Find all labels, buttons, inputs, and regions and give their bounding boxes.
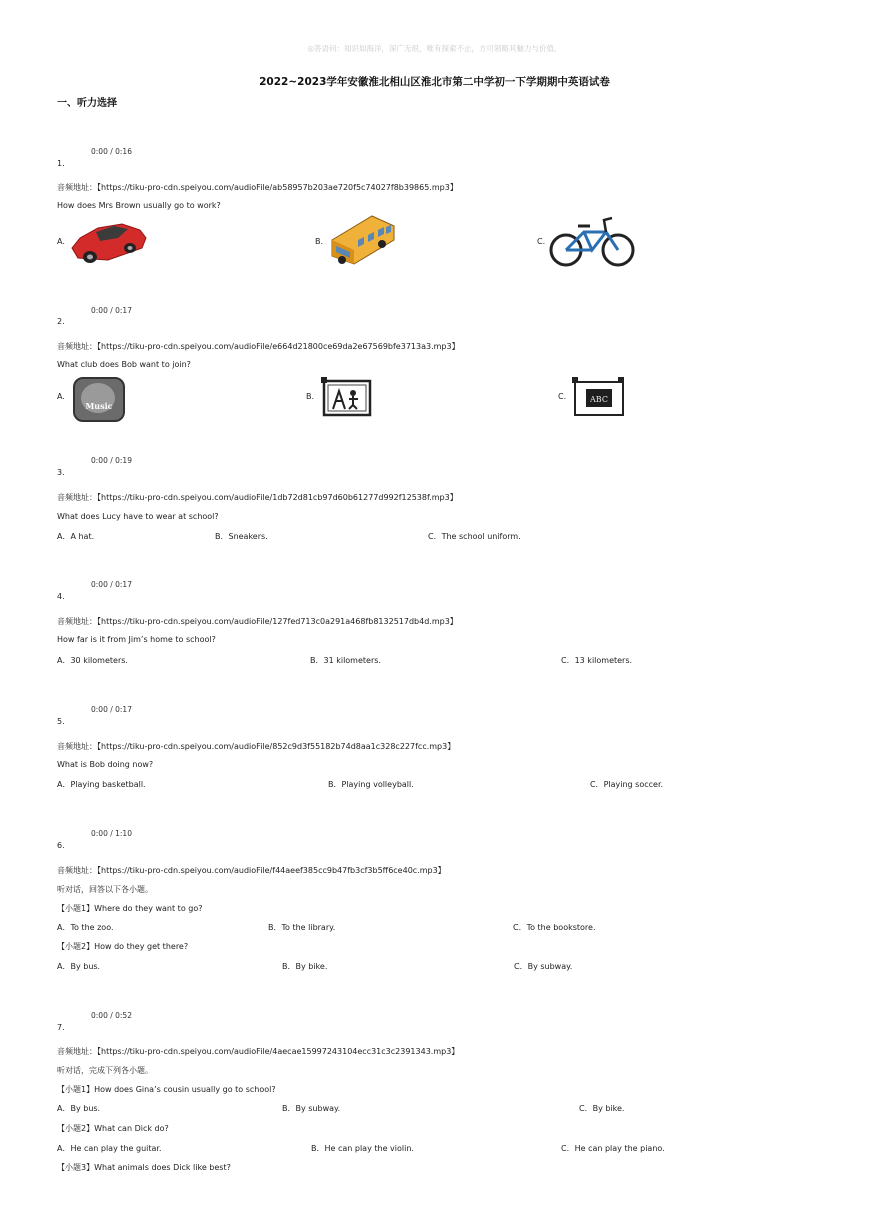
bus-image <box>328 210 396 270</box>
option-c[interactable]: C．The school uniform. <box>428 532 521 541</box>
question-text: What does Lucy have to wear at school? <box>57 512 219 521</box>
option-a[interactable]: A．A hat. <box>57 532 95 541</box>
audio-url: 音频地址：【https://tiku-pro-cdn.speiyou.com/audioFile/852c9d3f55182b74d8aa1c328c227fcc.mp3】 <box>57 742 456 751</box>
question-number: 5. <box>57 717 65 726</box>
audio-timer[interactable]: 0:00 / 0:52 <box>91 1011 132 1020</box>
question-number: 1. <box>57 159 65 168</box>
audio-timer[interactable]: 0:00 / 0:19 <box>91 456 132 465</box>
option-c[interactable]: C．13 kilometers. <box>561 656 633 665</box>
option-c-label[interactable]: C. <box>537 237 546 246</box>
option-a[interactable]: A．Playing basketball. <box>57 780 146 789</box>
subquestion-text: 【小题2】How do they get there? <box>57 942 189 951</box>
option-a[interactable]: A．30 kilometers. <box>57 656 128 665</box>
car-image <box>68 214 150 268</box>
option-b-label[interactable]: B. <box>306 392 315 401</box>
option-a-label[interactable]: A. <box>57 237 65 246</box>
bicycle-image <box>548 212 636 270</box>
section-heading: 一、听力选择 <box>57 98 117 109</box>
question-number: 3. <box>57 468 65 477</box>
audio-url: 音频地址：【https://tiku-pro-cdn.speiyou.com/audioFile/e664d21800ce69da2e67569bfe3713a3.mp3】 <box>57 342 460 351</box>
subquestion-text: 【小题1】How does Gina’s cousin usually go to school? <box>57 1085 276 1094</box>
question-number: 4. <box>57 592 65 601</box>
option-b[interactable]: B．Playing volleyball. <box>328 780 414 789</box>
painting-club-image <box>321 377 373 418</box>
audio-timer[interactable]: 0:00 / 0:17 <box>91 580 132 589</box>
question-number: 6. <box>57 841 65 850</box>
question-text: How far is it from Jim’s home to school? <box>57 635 216 644</box>
question-number: 7. <box>57 1023 65 1032</box>
option-c[interactable]: C．To the bookstore. <box>513 923 596 932</box>
option-b[interactable]: B．To the library. <box>268 923 336 932</box>
audio-url: 音频地址：【https://tiku-pro-cdn.speiyou.com/audioFile/1db72d81cb97d60b61277d992f12538f.mp3】 <box>57 493 458 502</box>
exam-title: 2022~2023学年安徽淮北相山区淮北市第二中学初一下学期期中英语试卷 <box>259 76 610 88</box>
audio-url: 音频地址：【https://tiku-pro-cdn.speiyou.com/audioFile/f44aeef385cc9b47fb3cf3b5ff6ce40c.mp3】 <box>57 866 446 875</box>
question-text: What club does Bob want to join? <box>57 360 191 369</box>
option-c[interactable]: C．He can play the piano. <box>561 1144 665 1153</box>
subquestion-text: 【小题2】What can Dick do? <box>57 1124 169 1133</box>
subquestion-text: 【小题1】Where do they want to go? <box>57 904 203 913</box>
question-text: How does Mrs Brown usually go to work? <box>57 201 221 210</box>
option-b-label[interactable]: B. <box>315 237 324 246</box>
option-c[interactable]: C．By subway. <box>514 962 573 971</box>
option-b[interactable]: B．Sneakers. <box>215 532 268 541</box>
audio-timer[interactable]: 0:00 / 0:17 <box>91 705 132 714</box>
audio-timer[interactable]: 0:00 / 1:10 <box>91 829 132 838</box>
option-b[interactable]: B．By bike. <box>282 962 328 971</box>
option-a-label[interactable]: A. <box>57 392 65 401</box>
option-b[interactable]: B．By subway. <box>282 1104 341 1113</box>
audio-url: 音频地址：【https://tiku-pro-cdn.speiyou.com/audioFile/4aecae15997243104ecc31c3c2391343.mp3】 <box>57 1047 460 1056</box>
option-b[interactable]: B．He can play the violin. <box>311 1144 414 1153</box>
question-intro: 听对话，完成下列各小题。 <box>57 1066 153 1075</box>
subquestion-text: 【小题3】What animals does Dick like best? <box>57 1163 231 1172</box>
question-intro: 听对话，回答以下各小题。 <box>57 885 153 894</box>
question-number: 2. <box>57 317 65 326</box>
option-b[interactable]: B．31 kilometers. <box>310 656 381 665</box>
audio-url: 音频地址：【https://tiku-pro-cdn.speiyou.com/audioFile/127fed713c0a291a468fb8132517db4d.mp3】 <box>57 617 458 626</box>
question-text: What is Bob doing now? <box>57 760 154 769</box>
option-a[interactable]: A．To the zoo. <box>57 923 114 932</box>
abc-image-text: ABC <box>590 395 608 404</box>
english-club-image <box>572 377 626 418</box>
option-c-label[interactable]: C. <box>558 392 567 401</box>
audio-url: 音频地址：【https://tiku-pro-cdn.speiyou.com/audioFile/ab58957b203ae720f5c74027f8b39865.mp3】 <box>57 183 458 192</box>
option-a[interactable]: A．By bus. <box>57 1104 101 1113</box>
audio-timer[interactable]: 0:00 / 0:17 <box>91 306 132 315</box>
music-club-image <box>73 377 125 422</box>
audio-timer[interactable]: 0:00 / 0:16 <box>91 147 132 156</box>
option-c[interactable]: C．By bike. <box>579 1104 625 1113</box>
watermark-text: ◎答语问：知识如海洋，深广无垠，唯有探索不止，方可领略其魅力与价值。 <box>307 44 562 53</box>
option-c[interactable]: C．Playing soccer. <box>590 780 664 789</box>
music-image-text: Music <box>85 401 113 411</box>
option-a[interactable]: A．By bus. <box>57 962 101 971</box>
option-a[interactable]: A．He can play the guitar. <box>57 1144 162 1153</box>
